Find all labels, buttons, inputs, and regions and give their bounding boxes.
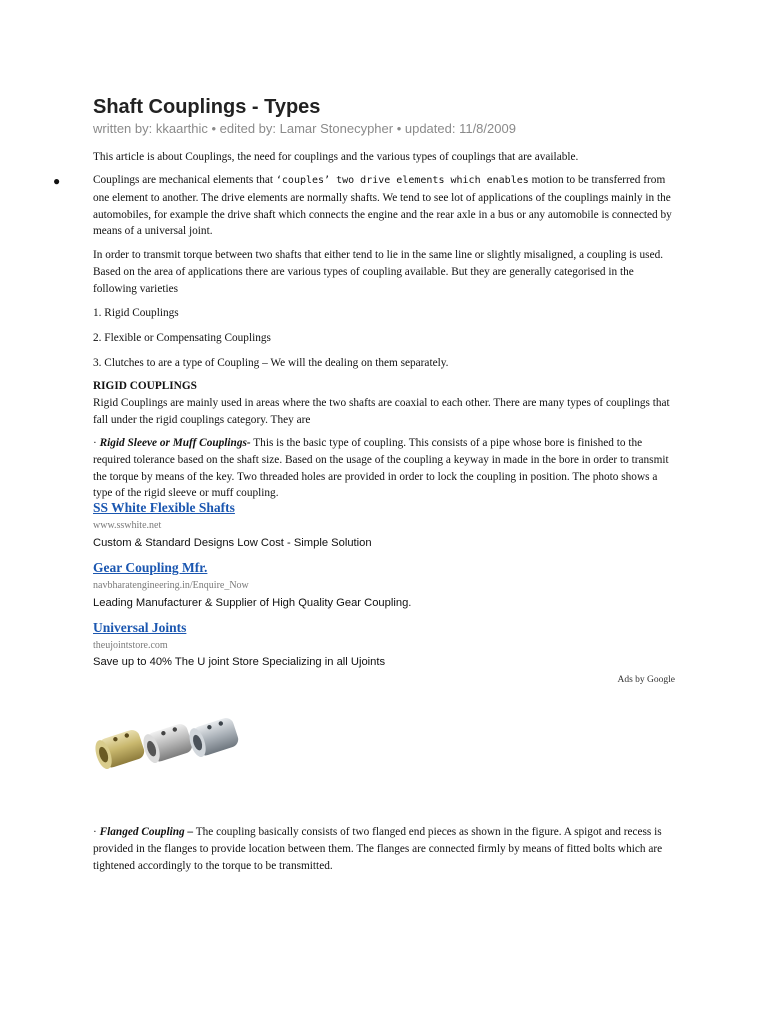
flanged-paragraph <box>93 824 673 874</box>
bullet-dot-icon: ● <box>53 174 61 188</box>
ad-desc-ss-white: Custom & Standard Designs Low Cost - Simple Solution <box>93 537 372 549</box>
bullet-text-after: motion to be transferred from one element to another. The drive elements are normally shafts. We tend to see lot of applications of the couplings mainly in the automobiles, for example the drive shaft which connects the engine and the rear axle in a bus or any automobile is connected by means of a universal joint. <box>93 174 672 238</box>
article-byline: written by: kkaarthic • edited by: Lamar Stonecypher • updated: 11/8/2009 <box>93 121 516 136</box>
list-item-flexible: 2. Flexible or Compensating Couplings <box>93 332 271 344</box>
ad-desc-universal-joints: Save up to 40% The U joint Store Specializing in all Ujoints <box>93 656 386 668</box>
intro-paragraph: This article is about Couplings, the need for couplings and the various types of couplings that are available. <box>93 151 579 163</box>
sleeve-paragraph <box>93 435 673 502</box>
torque-paragraph: In order to transmit torque between two shafts that either tend to lie in the same line or slightly misaligned, a coupling is used. Based on the area of applications there are various types of coupling available. But they are generally categorised in the following varieties <box>93 249 664 295</box>
bullet-text-before: Couplings are mechanical elements that <box>93 174 276 186</box>
rigid-couplings-heading: RIGID COUPLINGS <box>93 380 197 392</box>
list-item-rigid: 1. Rigid Couplings <box>93 307 179 319</box>
sleeve-bullet: · <box>93 437 100 449</box>
ad-url-ss-white[interactable]: www.sswhite.net <box>93 520 162 531</box>
bullet-paragraph <box>93 172 673 240</box>
ad-url-gear-coupling[interactable]: navbharatengineering.in/Enquire_Now <box>93 580 249 591</box>
flanged-text: The coupling basically consists of two flanged end pieces as shown in the figure. A spigot and recess is provided in the flanges to provide location between them. The flanges are connected firmly by means of fitted bolts which are tightened accordingly to the torque to be transmitted. <box>93 826 663 872</box>
muff-coupling-photo <box>93 700 241 784</box>
list-item-clutches: 3. Clutches to are a type of Coupling – We will the dealing on them separately. <box>93 357 449 369</box>
rigid-paragraph: Rigid Couplings are mainly used in areas where the two shafts are coaxial to each other. There are many types of couplings that fall under the rigid couplings category. They are <box>93 396 670 426</box>
flanged-bullet: · <box>93 826 100 838</box>
ad-desc-gear-coupling: Leading Manufacturer & Supplier of High Quality Gear Coupling. <box>93 597 412 609</box>
brass-coupling <box>93 728 146 771</box>
sleeve-label: Rigid Sleeve or Muff Couplings- <box>99 437 251 449</box>
aluminium-coupling <box>186 716 240 759</box>
flanged-label: Flanged Coupling – <box>99 826 194 838</box>
bullet-text-quoted: ‘couples’ two drive elements which enables <box>275 175 529 186</box>
ad-link-gear-coupling[interactable]: Gear Coupling Mfr. <box>93 560 208 575</box>
ad-link-universal-joints[interactable]: Universal Joints <box>93 620 187 635</box>
sleeve-text: This is the basic type of coupling. This consists of a pipe whose bore is finished to the required tolerance based on the shaft size. Based on the usage of the coupling a keyway in made in the bore in order to transmit the torque by means of the key. Two threaded holes are provided in order to lock the coupling in position. The photo shows a type of the rigid sleeve or muff coupling. <box>93 437 669 500</box>
ads-by-google[interactable]: Ads by Google <box>617 675 675 685</box>
ad-link-ss-white[interactable]: SS White Flexible Shafts <box>93 500 235 515</box>
rigid-section <box>93 378 673 428</box>
article-title: Shaft Couplings - Types <box>93 96 321 118</box>
ad-url-universal-joints[interactable]: theujointstore.com <box>93 640 168 651</box>
steel-coupling <box>140 722 194 765</box>
